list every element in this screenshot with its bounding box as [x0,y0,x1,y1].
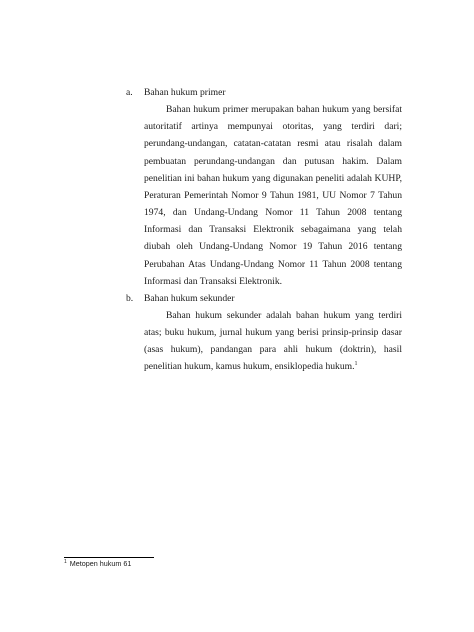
list-marker: b. [126,292,134,304]
list-item-primary [126,84,402,290]
section-heading: Bahan hukum sekunder [144,292,235,304]
paragraph-text: Bahan hukum sekunder adalah bahan hukum yang terdiri atas; buku hukum, jurnal hukum yang berisi prinsip-prinsip dasar (asas hukum), pandangan para ahli hukum (doktrin), hasil penelitian hukum, kamus hukum, ensiklopedia hukum. [144,310,402,373]
section-heading: Bahan hukum primer [144,87,226,98]
footnote-separator [64,557,154,558]
section-paragraph [144,307,402,376]
footnote-reference[interactable]: 1 [354,361,358,368]
footnote-number: 1 [64,558,67,565]
list-item-head [126,84,402,101]
list-item-secondary [126,290,402,376]
section-paragraph: Bahan hukum primer merupakan bahan hukum yang bersifat autoritatif artinya mempunyai otoritas, yang terdiri dari; perundang-undangan, catatan-catatan resmi atau risalah dalam pembuatan perundang-undangan dan putusan hakim. Dalam penelitian ini bahan hukum yang digunakan peneliti adalah KUHP, Peraturan Pemerintah Nomor 9 Tahun 1981, UU Nomor 7 Tahun 1974, dan Undang-Undang Nomor 11 Tahun 2008 tentang Informasi dan Transaksi Elektronik sebagaimana yang telah diubah oleh Undang-Undang Nomor 19 Tahun 2016 tentang Perubahan Atas Undang-Undang Nomor 11 Tahun 2008 tentang Informasi dan Transaksi Elektronik. [144,104,402,287]
list-marker: a. [126,87,133,98]
footnote [64,559,131,568]
list-item-head [126,290,402,307]
body-content [126,84,402,376]
footnote-text: Metopen hukum 61 [69,559,132,568]
